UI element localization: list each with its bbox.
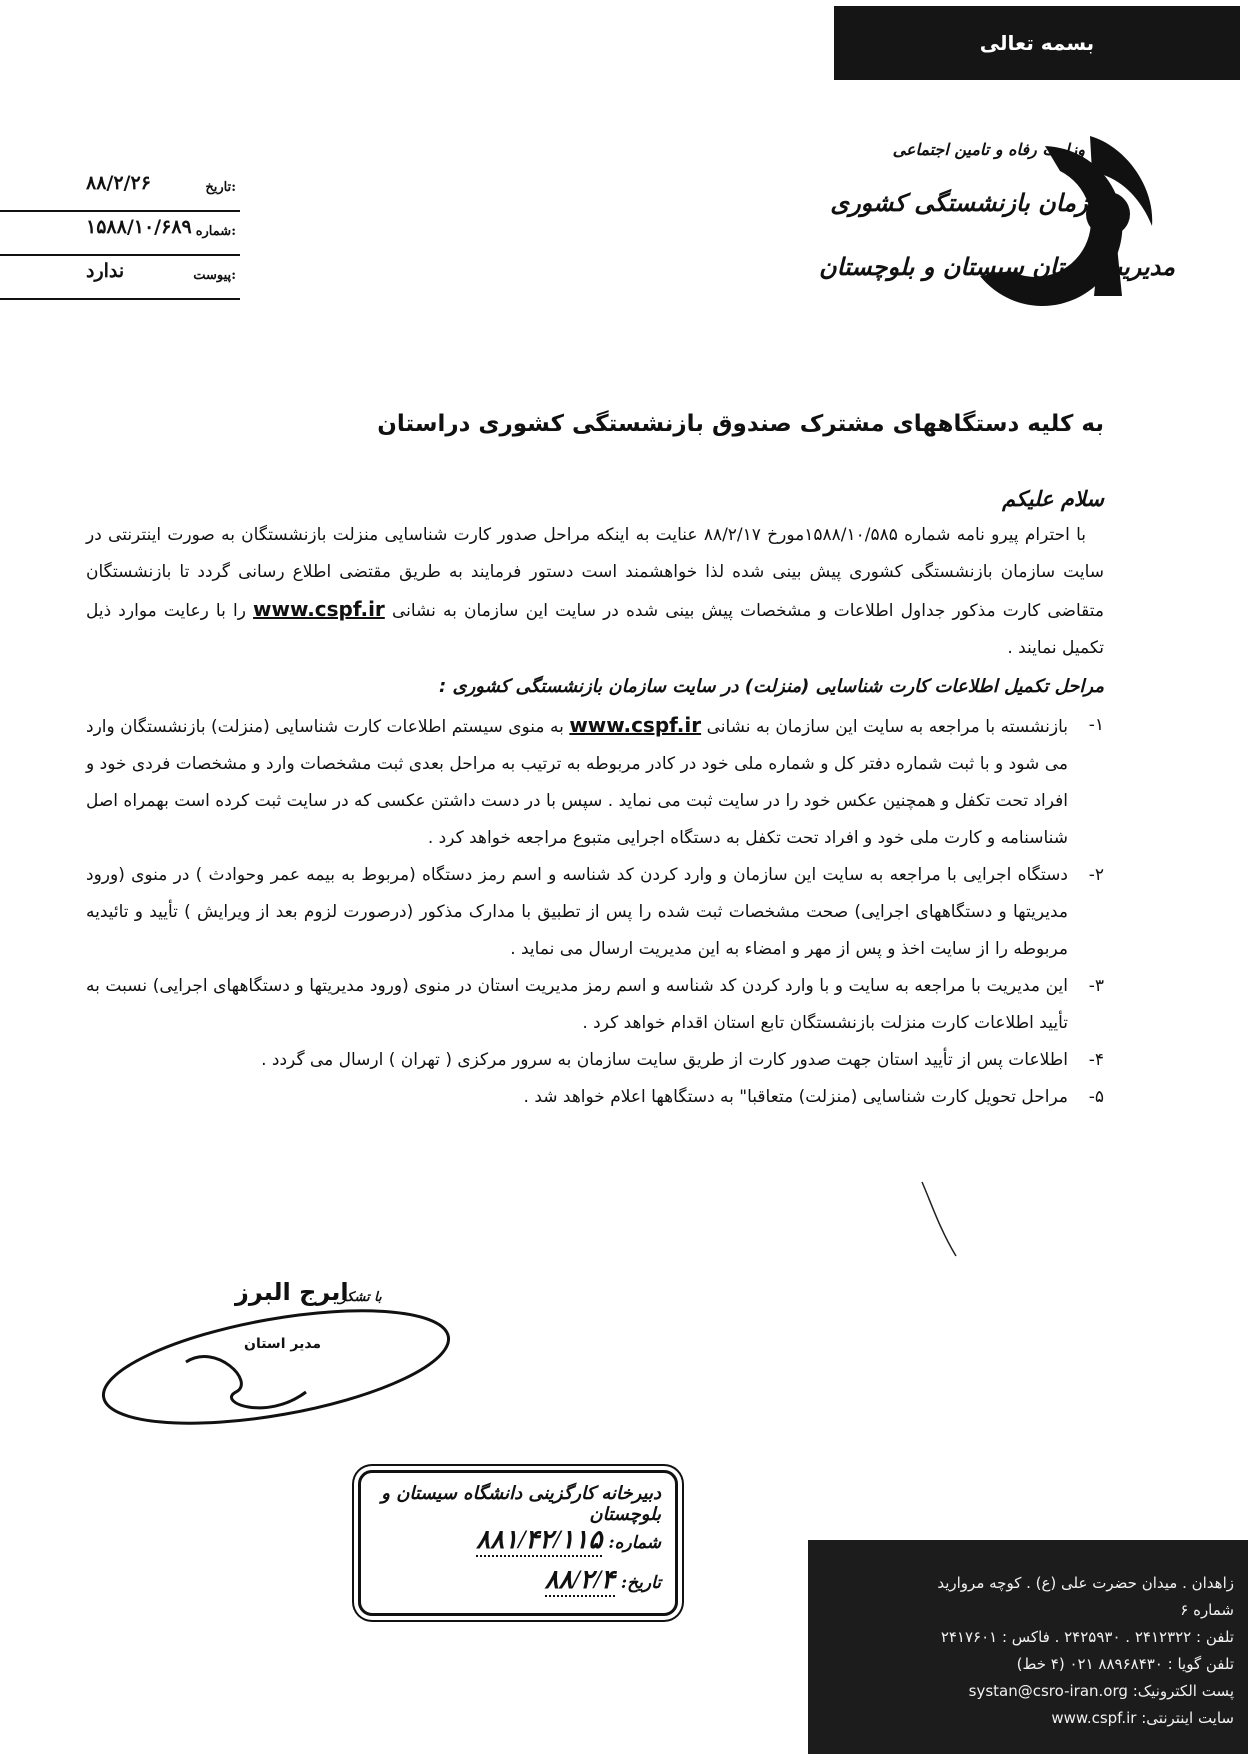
footer-email: systan@csro-iran.org xyxy=(968,1682,1128,1700)
signer-name: ایرج البرز xyxy=(235,1278,349,1306)
stamp-date-value: ۸۸/۲/۴ xyxy=(545,1565,615,1597)
organization-name: سازمان بازنشستگی کشوری xyxy=(830,188,1115,217)
organization-texts xyxy=(819,140,1175,330)
pen-stroke-mark xyxy=(920,1180,960,1260)
intro-text: با احترام پیرو نامه شماره ۱۵۸۸/۱۰/۵۸۵مورخ ۸۸/۲/۱۷ عنایت به اینکه مراحل صدور کارت شناسایی منزلت بازنشستگان به صورت اینترنتی در سایت سازمان بازنشستگی کشوری پیش بینی شده لذا خواهشمند است دستور فرمایند به طریق مقتضی اطلاع رسانی گردد تا بازنشستگان متقاضی کارت مذکور جداول اطلاعات و مشخصات پیش بینی شده در سایت این سازمان به نشانی xyxy=(86,525,1105,621)
step-text xyxy=(86,707,1068,857)
stamp-date-label: تاریخ: xyxy=(620,1573,661,1593)
stamp-date-row xyxy=(545,1565,661,1597)
signer-role: مدیر استان xyxy=(244,1336,322,1352)
footer-email-label: پست الکترونیک: xyxy=(1132,1682,1234,1700)
list-item xyxy=(86,968,1104,1042)
number-value: ۱۵۸۸/۱۰/۶۸۹ xyxy=(86,216,192,238)
letter-title: به کلیه دستگاههای مشترک صندوق بازنشستگی کشوری دراستان xyxy=(377,411,1104,437)
letter-metadata xyxy=(0,168,240,300)
list-item xyxy=(86,1042,1104,1079)
attachment-value: ندارد xyxy=(86,260,125,282)
stamp-number-row xyxy=(476,1525,661,1557)
step-text: دستگاه اجرایی با مراجعه به سایت این سازمان و وارد کردن کد شناسه و اسم رمز دستگاه (مربوط به بیمه عمر وحوادث ) در منوی (ورود مدیریتها و دستگاههای اجرایی) صحت مشخصات ثبت شده را پس از تطبیق با مدارک مذکور (درصورت لزوم بعد از ویرایش ) تأیید و تائیدیه مربوطه را از سایت اخذ و پس از مهر و امضاء به این مدیریت ارسال می نماید . xyxy=(86,865,1068,959)
intro-website-link: www.cspf.ir xyxy=(253,597,385,621)
step-text: این مدیریت با مراجعه به سایت و با وارد کردن کد شناسه و اسم رمز مدیریت استان در منوی (ورود مدیریتها و دستگاههای اجرایی) نسبت به تأیید اطلاعات کارت منزلت بازنشستگان تابع استان اقدام خواهد کرد . xyxy=(86,976,1068,1033)
date-label: تاریخ: xyxy=(205,180,236,195)
footer-website-row xyxy=(808,1705,1234,1732)
step-website-link: www.cspf.ir xyxy=(569,713,702,737)
footer-mobile-phone: تلفن گویا : ۸۸۹۶۸۴۳۰ ۰۲۱ (۴ خط) xyxy=(1016,1655,1234,1673)
date-row xyxy=(0,168,240,212)
list-item xyxy=(86,707,1104,857)
stamp-number-label: شماره: xyxy=(608,1533,661,1553)
step-number: ۳- xyxy=(1088,976,1104,996)
list-item xyxy=(86,857,1104,968)
footer-website-label: سایت اینترنتی: xyxy=(1141,1709,1234,1727)
regional-office-name: مدیریت استان سیستان و بلوچستان xyxy=(819,252,1175,281)
stamp-number-value: ۸۸۱/۴۲/۱۱۵ xyxy=(476,1525,602,1557)
step-number: ۱- xyxy=(1088,715,1104,735)
list-item xyxy=(86,1079,1104,1116)
footer-address: زاهدان . میدان حضرت علی (ع) . کوچه مروارید xyxy=(937,1574,1234,1592)
footer-contact xyxy=(808,1540,1248,1754)
steps-list xyxy=(86,707,1104,1116)
intro-end-text: را با رعایت موارد ذیل تکمیل نمایند . xyxy=(86,601,1104,658)
receipt-stamp xyxy=(358,1470,678,1616)
signature-prefix: با تشکر xyxy=(340,1290,382,1305)
step-number: ۴- xyxy=(1088,1050,1104,1070)
header-banner xyxy=(834,6,1240,80)
attachment-row xyxy=(0,256,240,300)
footer-email-row xyxy=(808,1678,1234,1705)
letter-body xyxy=(86,406,1104,1116)
stamp-title: دبیرخانه کارگزینی دانشگاه سیستان و بلوچستان xyxy=(381,1483,661,1525)
number-label: شماره: xyxy=(195,224,236,239)
footer-phone: تلفن : ۲۴۱۲۳۲۲ . ۲۴۲۵۹۳۰ . فاکس : ۲۴۱۷۶۰۱ xyxy=(940,1628,1234,1646)
step-text-after: به منوی سیستم اطلاعات کارت شناسایی (منزلت) بازنشستگان وارد می شود و با ثبت شماره دفتر کل و شماره ملی خود در کادر مربوطه به ترتیب به مراحل بعدی ثبت مشخصات وارد و مشخصات فردی خود و افراد تحت تکفل و همچنین عکس خود را در سایت ثبت می نماید . سپس با در دست داشتن عکسی که در سایت ثبت کرده است بهمراه اصل شناسنامه و کارت ملی خود و افراد تحت تکفل به دستگاه اجرایی متبوع مراجعه خواهد کرد . xyxy=(85,717,1068,848)
ministry-name: وزارت رفاه و تامین اجتماعی xyxy=(892,140,1085,159)
intro-paragraph xyxy=(86,517,1104,667)
step-number: ۲- xyxy=(1088,865,1104,885)
greeting: سلام علیکم xyxy=(1002,487,1104,511)
step-text: اطلاعات پس از تأیید استان جهت صدور کارت از طریق سایت سازمان به سرور مرکزی ( تهران ) ارسال می گردد . xyxy=(261,1050,1068,1070)
step-number: ۵- xyxy=(1088,1087,1104,1107)
footer-website: www.cspf.ir xyxy=(1051,1709,1137,1727)
number-row xyxy=(0,212,240,256)
steps-heading: مراحل تکمیل اطلاعات کارت شناسایی (منزلت) در سایت سازمان بازنشستگی کشوری : xyxy=(439,676,1104,697)
footer-address-line2: شماره ۶ xyxy=(1180,1601,1234,1619)
date-value: ۸۸/۲/۲۶ xyxy=(86,172,151,194)
step-text-before: بازنشسته با مراجعه به سایت این سازمان به نشانی xyxy=(706,717,1069,737)
header-text: بسمه تعالی xyxy=(979,31,1095,55)
attachment-label: پیوست: xyxy=(193,268,236,283)
step-text: مراحل تحویل کارت شناسایی (منزلت) متعاقبا" به دستگاهها اعلام خواهد شد . xyxy=(523,1087,1068,1107)
